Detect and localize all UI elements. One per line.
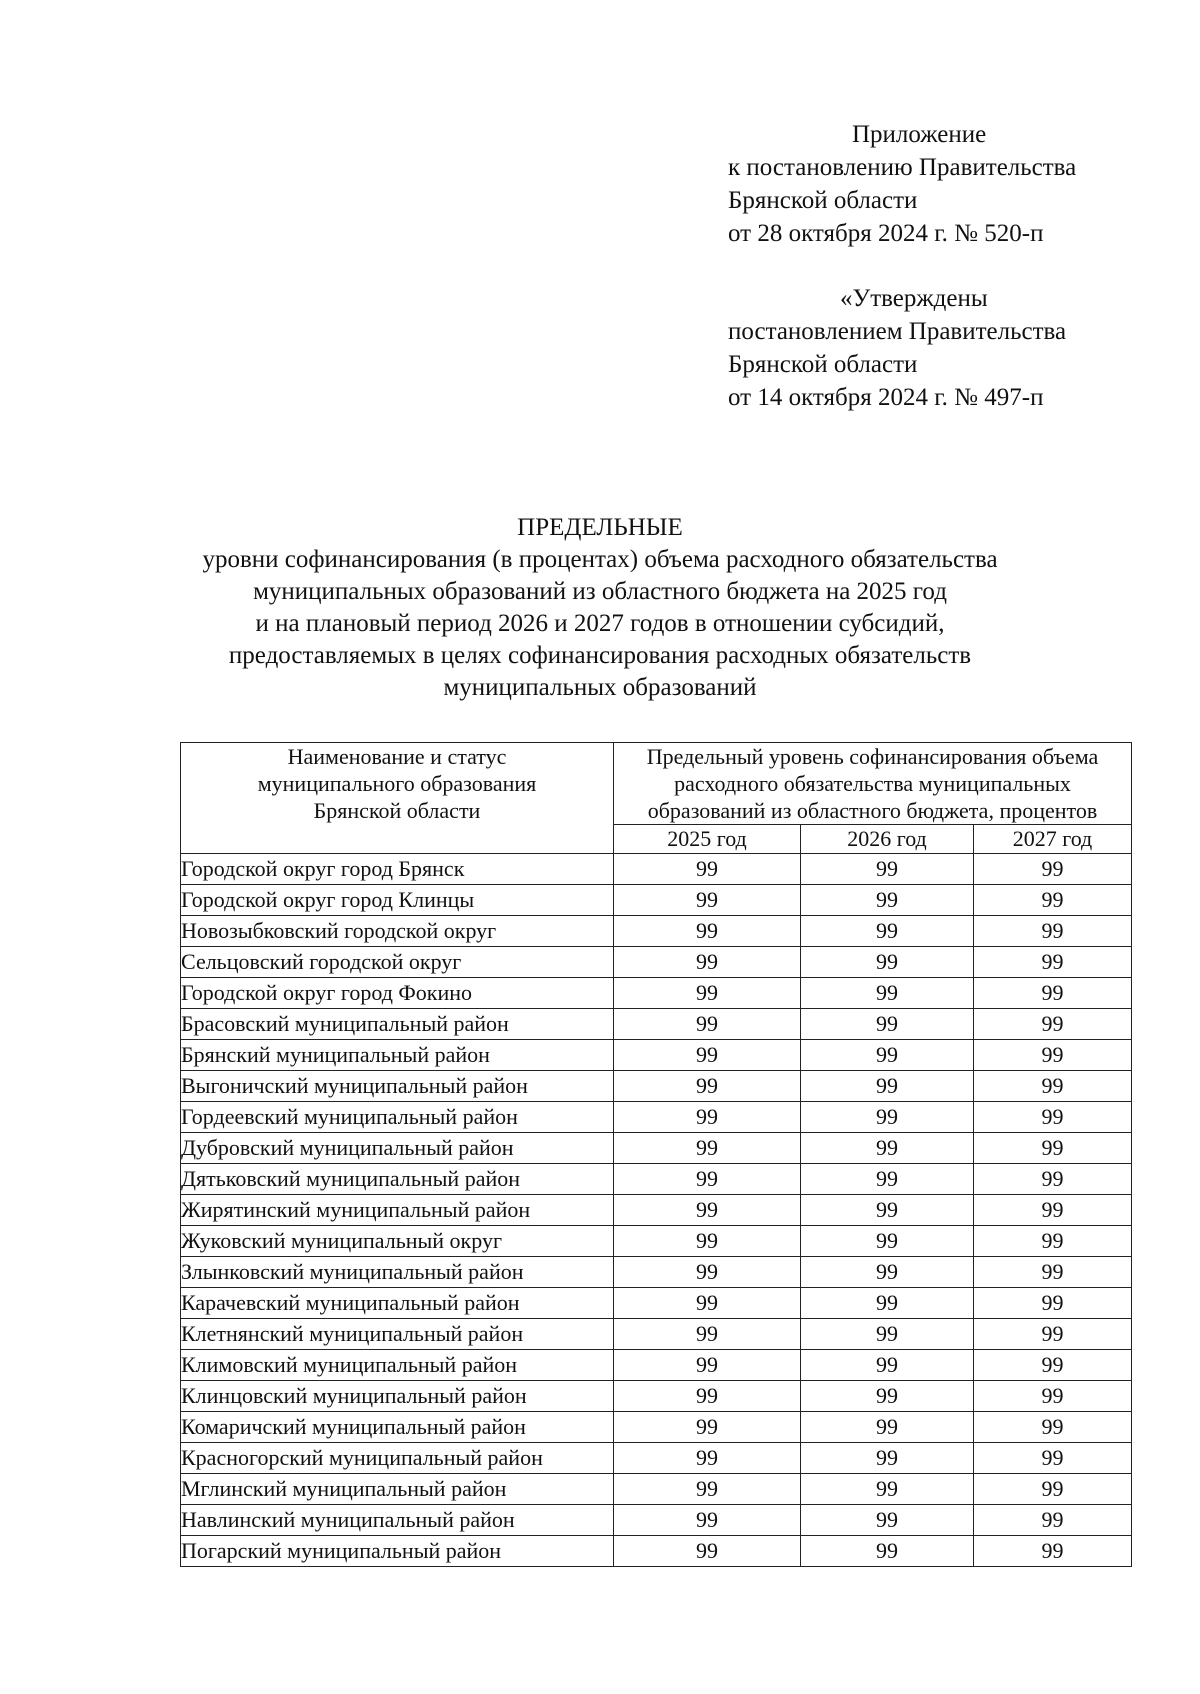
appendix-line: Брянской области — [728, 187, 918, 214]
municipality-name: Дубровский муниципальный район — [181, 1133, 614, 1164]
value-2027: 99 — [974, 1412, 1132, 1443]
value-2025: 99 — [614, 1257, 801, 1288]
value-2026: 99 — [801, 1133, 974, 1164]
value-2026: 99 — [801, 1350, 974, 1381]
municipality-name: Гордеевский муниципальный район — [181, 1102, 614, 1133]
value-2026: 99 — [801, 1195, 974, 1226]
value-2025: 99 — [614, 1505, 801, 1536]
table-row — [181, 1505, 1132, 1536]
municipality-name: Комаричский муниципальный район — [181, 1412, 614, 1443]
value-2027: 99 — [974, 1257, 1132, 1288]
value-2025: 99 — [614, 1288, 801, 1319]
municipality-name: Злынковский муниципальный район — [181, 1257, 614, 1288]
value-2025: 99 — [614, 947, 801, 978]
municipality-name: Мглинский муниципальный район — [181, 1474, 614, 1505]
value-2026: 99 — [801, 1288, 974, 1319]
table-row — [181, 1009, 1132, 1040]
name-column-header — [181, 743, 614, 854]
table-row — [181, 1474, 1132, 1505]
value-2026: 99 — [801, 1164, 974, 1195]
header-line: муниципального образования — [257, 771, 537, 796]
appendix-line: Приложение — [852, 121, 987, 148]
value-2025: 99 — [614, 1195, 801, 1226]
table-row — [181, 1071, 1132, 1102]
value-2025: 99 — [614, 1009, 801, 1040]
title-line: муниципальных образований из областного бюджета на 2025 год — [253, 578, 947, 605]
value-2025: 99 — [614, 1443, 801, 1474]
header-line: Наименование и статус — [287, 744, 507, 769]
table-row — [181, 885, 1132, 916]
value-2025: 99 — [614, 1474, 801, 1505]
table-row — [181, 1381, 1132, 1412]
approved-line: от 14 октября 2024 г. № 497-п — [728, 384, 1044, 411]
table-row — [181, 1040, 1132, 1071]
value-2026: 99 — [801, 1009, 974, 1040]
table-row — [181, 854, 1132, 885]
cofinancing-table — [180, 742, 1132, 1567]
value-2026: 99 — [801, 916, 974, 947]
value-2027: 99 — [974, 1040, 1132, 1071]
approved-block — [728, 282, 1066, 414]
year-header-2026: 2026 год — [801, 825, 974, 854]
table-row — [181, 1226, 1132, 1257]
value-2026: 99 — [801, 947, 974, 978]
year-header-2027: 2027 год — [974, 825, 1132, 854]
value-2027: 99 — [974, 1009, 1132, 1040]
municipality-name: Климовский муниципальный район — [181, 1350, 614, 1381]
municipality-name: Навлинский муниципальный район — [181, 1505, 614, 1536]
municipality-name: Клетнянский муниципальный район — [181, 1319, 614, 1350]
appendix-line: к постановлению Правительства — [728, 154, 1077, 181]
table-row — [181, 1443, 1132, 1474]
value-2025: 99 — [614, 1071, 801, 1102]
value-2027: 99 — [974, 1133, 1132, 1164]
document-title — [0, 512, 1200, 704]
value-2025: 99 — [614, 1133, 801, 1164]
value-2026: 99 — [801, 1412, 974, 1443]
value-2027: 99 — [974, 1071, 1132, 1102]
value-2027: 99 — [974, 1505, 1132, 1536]
value-2026: 99 — [801, 1505, 974, 1536]
municipality-name: Жуковский муниципальный округ — [181, 1226, 614, 1257]
value-2026: 99 — [801, 978, 974, 1009]
level-column-header — [614, 743, 1132, 825]
municipality-name: Городской округ город Клинцы — [181, 885, 614, 916]
approved-line: «Утверждены — [840, 285, 988, 312]
value-2025: 99 — [614, 1319, 801, 1350]
municipality-name: Красногорский муниципальный район — [181, 1443, 614, 1474]
value-2026: 99 — [801, 1381, 974, 1412]
value-2026: 99 — [801, 1257, 974, 1288]
value-2025: 99 — [614, 978, 801, 1009]
approved-line: Брянской области — [728, 351, 918, 378]
value-2025: 99 — [614, 885, 801, 916]
table-row — [181, 1412, 1132, 1443]
value-2026: 99 — [801, 1226, 974, 1257]
title-line: предоставляемых в целях софинансирования расходных обязательств — [228, 642, 972, 669]
value-2026: 99 — [801, 885, 974, 916]
municipality-name: Брасовский муниципальный район — [181, 1009, 614, 1040]
value-2025: 99 — [614, 1381, 801, 1412]
value-2027: 99 — [974, 978, 1132, 1009]
value-2027: 99 — [974, 1319, 1132, 1350]
municipality-name: Новозыбковский городской округ — [181, 916, 614, 947]
value-2026: 99 — [801, 1040, 974, 1071]
year-header-2025: 2025 год — [614, 825, 801, 854]
value-2026: 99 — [801, 1536, 974, 1567]
value-2027: 99 — [974, 885, 1132, 916]
value-2027: 99 — [974, 1226, 1132, 1257]
value-2025: 99 — [614, 1226, 801, 1257]
value-2026: 99 — [801, 854, 974, 885]
municipality-name: Карачевский муниципальный район — [181, 1288, 614, 1319]
municipality-name: Жирятинский муниципальный район — [181, 1195, 614, 1226]
value-2027: 99 — [974, 1350, 1132, 1381]
municipality-name: Брянский муниципальный район — [181, 1040, 614, 1071]
table-row — [181, 1288, 1132, 1319]
municipality-name: Городской округ город Фокино — [181, 978, 614, 1009]
value-2027: 99 — [974, 1195, 1132, 1226]
value-2027: 99 — [974, 1381, 1132, 1412]
municipality-name: Городской округ город Брянск — [181, 854, 614, 885]
value-2026: 99 — [801, 1443, 974, 1474]
appendix-line: от 28 октября 2024 г. № 520-п — [728, 220, 1044, 247]
value-2027: 99 — [974, 854, 1132, 885]
table-row — [181, 1102, 1132, 1133]
table-row — [181, 1350, 1132, 1381]
header-line: Брянской области — [313, 798, 481, 823]
value-2025: 99 — [614, 1536, 801, 1567]
value-2026: 99 — [801, 1102, 974, 1133]
table-row — [181, 1133, 1132, 1164]
value-2025: 99 — [614, 1412, 801, 1443]
value-2027: 99 — [974, 1288, 1132, 1319]
municipality-name: Сельцовский городской округ — [181, 947, 614, 978]
value-2025: 99 — [614, 1350, 801, 1381]
municipality-name: Погарский муниципальный район — [181, 1536, 614, 1567]
title-line: уровни софинансирования (в процентах) объема расходного обязательства — [202, 546, 998, 573]
value-2027: 99 — [974, 1536, 1132, 1567]
value-2025: 99 — [614, 1040, 801, 1071]
header-line: образований из областного бюджета, процентов — [647, 798, 1098, 823]
table-row — [181, 1195, 1132, 1226]
value-2026: 99 — [801, 1071, 974, 1102]
municipality-name: Дятьковский муниципальный район — [181, 1164, 614, 1195]
title-line: и на плановый период 2026 и 2027 годов в отношении субсидий, — [255, 610, 945, 637]
value-2025: 99 — [614, 854, 801, 885]
value-2027: 99 — [974, 916, 1132, 947]
appendix-block — [728, 118, 1076, 250]
table-body — [181, 854, 1132, 1567]
value-2027: 99 — [974, 1164, 1132, 1195]
table-row — [181, 978, 1132, 1009]
value-2026: 99 — [801, 1319, 974, 1350]
approved-line: постановлением Правительства — [728, 318, 1067, 345]
header-line: Предельный уровень софинансирования объема — [646, 744, 1099, 769]
title-heading: ПРЕДЕЛЬНЫЕ — [517, 514, 683, 541]
table-row — [181, 916, 1132, 947]
value-2026: 99 — [801, 1474, 974, 1505]
value-2027: 99 — [974, 947, 1132, 978]
table-row — [181, 1536, 1132, 1567]
table-row — [181, 1319, 1132, 1350]
municipality-name: Выгоничский муниципальный район — [181, 1071, 614, 1102]
municipality-name: Клинцовский муниципальный район — [181, 1381, 614, 1412]
table-row — [181, 1164, 1132, 1195]
header-line: расходного обязательства муниципальных — [674, 771, 1071, 796]
value-2025: 99 — [614, 916, 801, 947]
value-2025: 99 — [614, 1164, 801, 1195]
table-row — [181, 947, 1132, 978]
value-2027: 99 — [974, 1102, 1132, 1133]
table-row — [181, 1257, 1132, 1288]
title-line: муниципальных образований — [443, 674, 757, 701]
value-2025: 99 — [614, 1102, 801, 1133]
value-2027: 99 — [974, 1474, 1132, 1505]
value-2027: 99 — [974, 1443, 1132, 1474]
